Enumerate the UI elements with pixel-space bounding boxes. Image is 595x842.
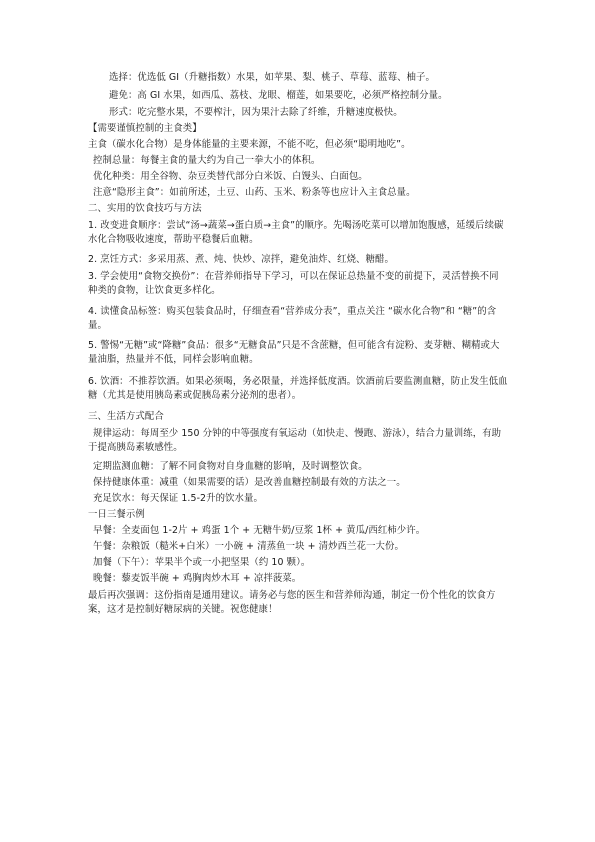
staple-heading: 【需要谨慎控制的主食类】 bbox=[88, 123, 202, 134]
menu-dinner: 晚餐：藜麦饭半碗 + 鸡胸肉炒木耳 + 凉拌菠菜。 bbox=[93, 573, 302, 584]
menu-lunch: 午餐：杂粮饭（糙米+白米）一小碗 + 清蒸鱼一块 + 清炒西兰花一大份。 bbox=[93, 541, 404, 552]
lifestyle-monitor: 定期监测血糖：了解不同食物对自身血糖的影响，及时调整饮食。 bbox=[93, 461, 368, 472]
tip-item: 6. 饮酒：不推荐饮酒。如果必须喝，务必限量，并选择低度酒。饮酒前后要监测血糖，防止发生低血糖（尤其是使用胰岛素或促胰岛素分泌剂的患者）。 bbox=[88, 376, 508, 402]
staple-amount: 控制总量：每餐主食的量大约为自己一拳大小的体积。 bbox=[93, 155, 321, 166]
staple-types: 优化种类：用全谷物、杂豆类替代部分白米饭、白馒头、白面包。 bbox=[93, 171, 368, 182]
fruit-avoid-text: 避免：高 GI 水果，如西瓜、荔枝、龙眼、榴莲，如果要吃，必须严格控制分量。 bbox=[109, 90, 448, 101]
fruit-select-text: 选择：优选低 GI（升糖指数）水果，如苹果、梨、桃子、草莓、蓝莓、柚子。 bbox=[109, 72, 435, 83]
fruit-form-text: 形式：吃完整水果，不要榨汁，因为果汁去除了纤维，升糖速度极快。 bbox=[109, 107, 403, 118]
lifestyle-weight: 保持健康体重：减重（如果需要的话）是改善血糖控制最有效的方法之一。 bbox=[93, 477, 406, 488]
tip-item: 3. 学会使用“食物交换份”：在营养师指导下学习，可以在保证总热量不变的前提下，灵活替换不同种类的食物，让饮食更多样化。 bbox=[88, 271, 499, 297]
tip-item: 2. 烹饪方式：多采用蒸、煮、炖、快炒、凉拌，避免油炸、红烧、糖醋。 bbox=[88, 254, 394, 265]
tip-item: 4. 读懂食品标签：购买包装食品时，仔细查看“营养成分表”，重点关注 “碳水化合物”和 “糖”的含量。 bbox=[88, 306, 497, 332]
closing-paragraph: 最后再次强调：这份指南是通用建议。请务必与您的医生和营养师沟通，制定一份个性化的饮食方案，这才是控制好糖尿病的关键。祝您健康！ bbox=[88, 590, 496, 616]
staple-intro: 主食（碳水化合物）是身体能量的主要来源，不能不吃，但必须“聪明地吃”。 bbox=[88, 139, 411, 150]
menu-breakfast: 早餐：全麦面包 1-2片 + 鸡蛋 1个 + 无糖牛奶/豆浆 1杯 + 黄瓜/西红柿少许。 bbox=[93, 525, 426, 536]
lifestyle-water: 充足饮水：每天保证 1.5-2升的饮水量。 bbox=[93, 493, 263, 504]
lifestyle-exercise: 规律运动：每周至少 150 分钟的中等强度有氧运动（如快走、慢跑、游泳），结合力量训练，有助于提高胰岛素敏感性。 bbox=[88, 428, 502, 454]
menu-snack: 加餐（下午）：苹果半个或一小把坚果（约 10 颗）。 bbox=[93, 557, 311, 568]
staple-hidden: 注意“隐形主食”：如前所述，土豆、山药、玉米、粉条等也应计入主食总量。 bbox=[93, 187, 416, 198]
tip-item: 5. 警惕“无糖”或“降糖”食品：很多“无糖食品”只是不含蔗糖，但可能含有淀粉、麦芽糖、糊精或大量油脂，热量并不低，同样会影响血糖。 bbox=[88, 340, 500, 366]
tips-heading: 二、实用的饮食技巧与方法 bbox=[88, 203, 202, 214]
menu-heading: 一日三餐示例 bbox=[88, 509, 145, 520]
lifestyle-heading: 三、生活方式配合 bbox=[88, 411, 164, 422]
tip-item: 1. 改变进食顺序：尝试“汤→蔬菜→蛋白质→主食”的顺序。先喝汤吃菜可以增加饱腹感，延缓后续碳水化合物吸收速度，帮助平稳餐后血糖。 bbox=[88, 220, 504, 246]
